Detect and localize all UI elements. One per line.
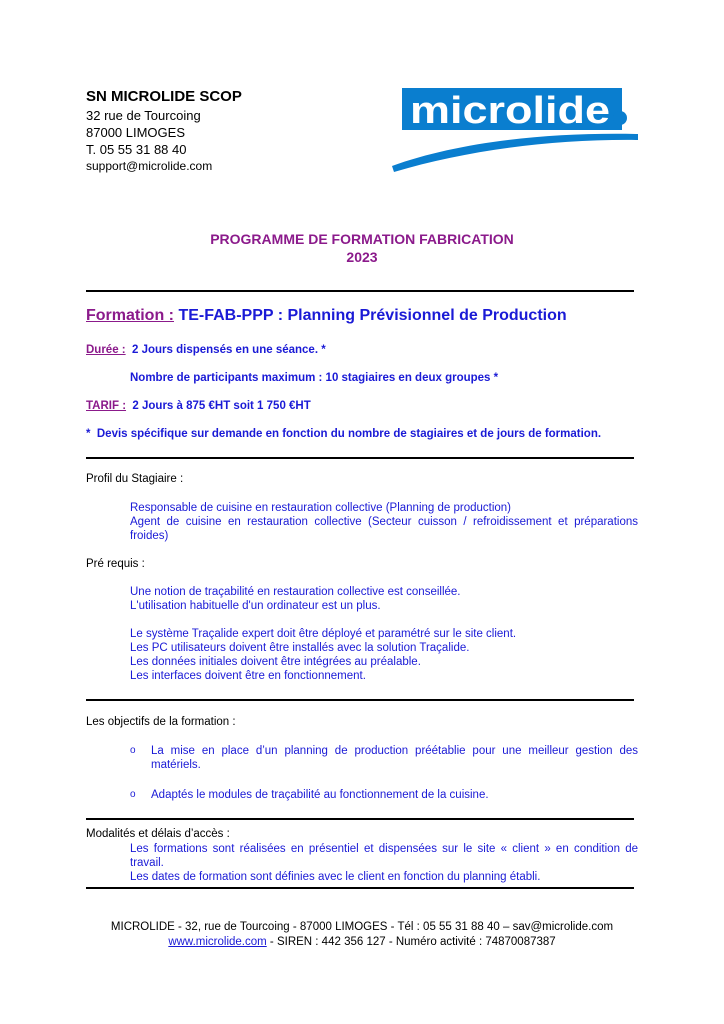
divider (86, 457, 634, 459)
company-city: 87000 LIMOGES (86, 125, 185, 140)
tarif-label: TARIF : (86, 400, 127, 412)
bullet: o (130, 745, 136, 756)
prerequis-item: L'utilisation habituelle d'un ordinateur est un plus. (130, 600, 381, 612)
prerequis-heading: Pré requis : (86, 558, 145, 570)
footer-line1: MICROLIDE - 32, rue de Tourcoing - 87000 LIMOGES - Tél : 05 55 31 88 40 – sav@microlide.com (110, 921, 614, 933)
objectif-item: La mise en place d’un planning de production préétablie pour une meilleur gestion des matériels. (151, 745, 638, 771)
devis-line: * Devis spécifique sur demande en fonction du nombre de stagiaires et de jours de formation. (86, 428, 602, 440)
modalites-item: Les formations sont réalisées en présentiel et dispensées sur le site « client » en condition de travail. (130, 843, 638, 869)
profil-heading: Profil du Stagiaire : (86, 473, 184, 485)
duree-value: 2 Jours dispensés en une séance. * (125, 344, 326, 356)
divider (86, 887, 634, 889)
bullet: o (130, 789, 136, 800)
tarif-line (86, 399, 311, 413)
company-name: SN MICROLIDE SCOP (86, 88, 242, 105)
formation-heading (86, 307, 567, 325)
microlide-logo (388, 82, 644, 174)
formation-name: TE-FAB-PPP : Planning Prévisionnel de Production (174, 307, 567, 324)
program-year: 2023 (346, 249, 378, 265)
divider (86, 699, 634, 701)
duree-label: Durée : (86, 344, 126, 356)
company-street: 32 rue de Tourcoing (86, 108, 201, 123)
company-phone: T. 05 55 31 88 40 (86, 142, 187, 157)
objectifs-heading: Les objectifs de la formation : (86, 716, 236, 728)
divider (86, 290, 634, 292)
logo-text: microlide (410, 90, 610, 132)
company-email: support@microlide.com (86, 159, 213, 173)
program-title: PROGRAMME DE FORMATION FABRICATION (210, 231, 514, 247)
divider (86, 818, 634, 820)
profil-item: Responsable de cuisine en restauration collective (Planning de production) (130, 502, 512, 514)
prerequis-item: Les données initiales doivent être intégrées au préalable. (130, 656, 421, 668)
footer-line2 (0, 935, 724, 950)
participants-line: Nombre de participants maximum : 10 stagiaires en deux groupes * (130, 372, 499, 384)
duree-line (86, 343, 326, 357)
prerequis-item: Les interfaces doivent être en fonctionnement. (130, 670, 366, 682)
formation-label: Formation : (86, 307, 174, 324)
objectif-item: Adaptés le modules de traçabilité au fonctionnement de la cuisine. (151, 789, 489, 801)
footer-siren: - SIREN : 442 356 127 - Numéro activité : 74870087387 (266, 936, 556, 948)
prerequis-item: Une notion de traçabilité en restauration collective est conseillée. (130, 586, 461, 598)
modalites-heading: Modalités et délais d’accès : (86, 828, 230, 840)
prerequis-item: Le système Traçalide expert doit être déployé et paramétré sur le site client. (130, 628, 517, 640)
profil-item: Agent de cuisine en restauration collective (Secteur cuisson / refroidissement et préparations froides) (130, 516, 638, 542)
tarif-value: 2 Jours à 875 €HT soit 1 750 €HT (126, 400, 311, 412)
modalites-item: Les dates de formation sont définies avec le client en fonction du planning établi. (130, 871, 541, 883)
website-link[interactable]: www.microlide.com (168, 936, 267, 948)
prerequis-item: Les PC utilisateurs doivent être installés avec la solution Traçalide. (130, 642, 470, 654)
